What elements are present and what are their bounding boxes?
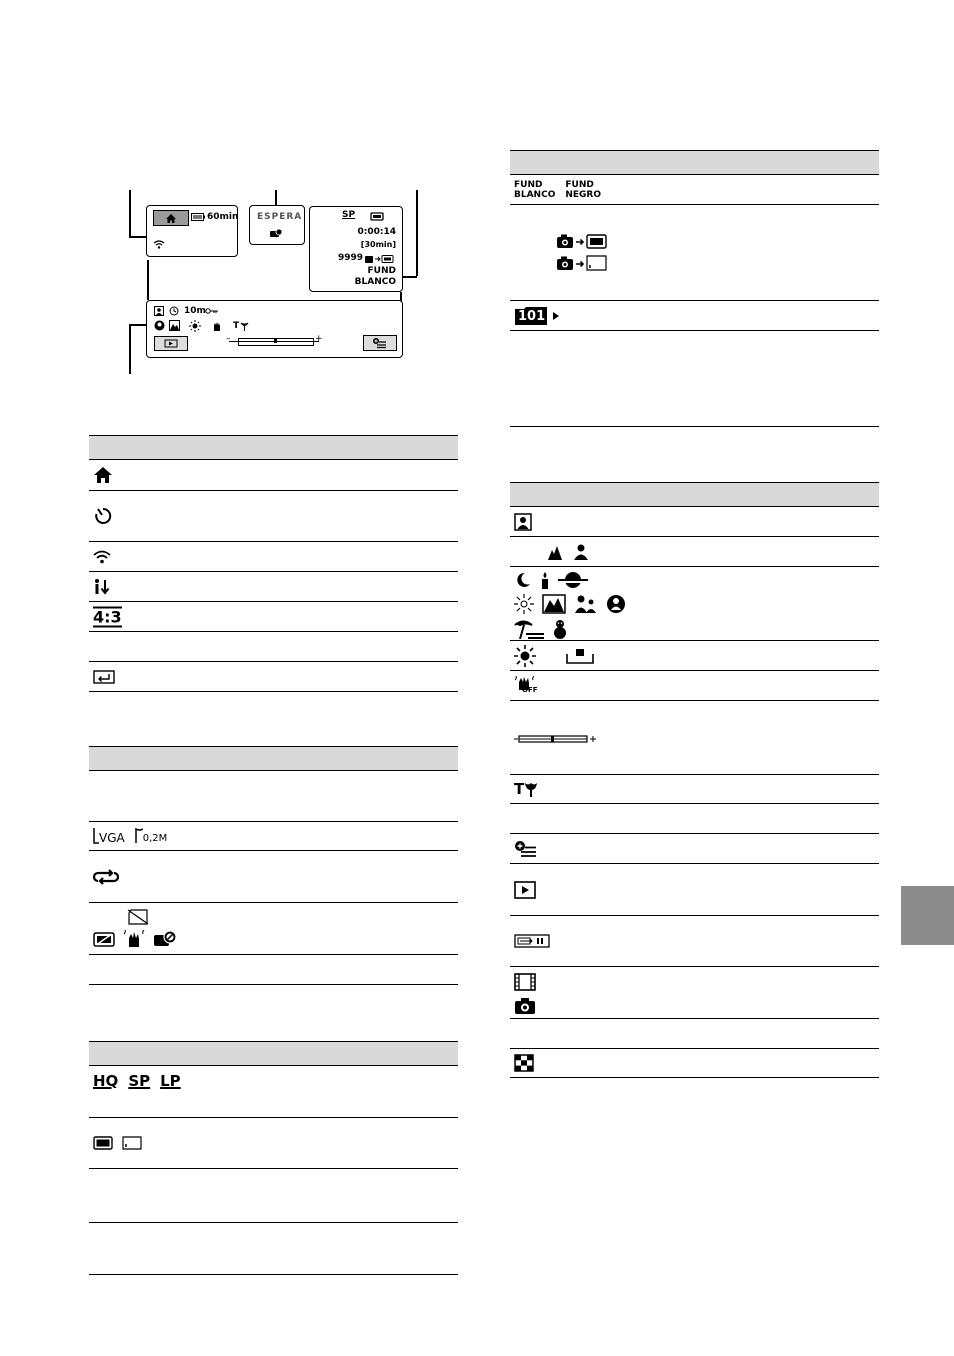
lp-icon: LP <box>160 1072 181 1090</box>
photo-count: 9999 <box>338 253 364 263</box>
table-header <box>89 1041 458 1066</box>
photo-to-card-icon <box>556 255 608 271</box>
film-icon <box>514 973 536 991</box>
table-row <box>510 671 879 701</box>
quality-text: SP <box>342 210 356 220</box>
photo-to-memory-icon <box>365 254 395 264</box>
sp-icon: SP <box>128 1072 151 1090</box>
portrait-scene-icon <box>574 544 588 560</box>
table-row <box>89 822 458 851</box>
table-row <box>510 1019 879 1049</box>
section-tab <box>901 886 954 945</box>
table-row <box>510 205 879 301</box>
table-row <box>89 771 458 822</box>
hq-icon: HQ <box>93 1072 119 1090</box>
table-row <box>510 701 879 775</box>
self-timer-value: 10m <box>184 306 206 316</box>
fund-line2: BLANCO <box>354 277 396 287</box>
table-row <box>510 804 879 834</box>
play-icon <box>514 881 536 899</box>
tele-macro-icon <box>524 781 538 797</box>
repeat-icon <box>93 869 119 885</box>
table-row <box>89 662 458 692</box>
play-button[interactable] <box>154 336 188 351</box>
table-row <box>510 507 879 537</box>
lcd-box-standby <box>249 205 305 245</box>
table-row <box>510 301 879 331</box>
table-row <box>510 1049 879 1078</box>
table-row <box>89 1169 458 1223</box>
camera-icon <box>514 997 536 1015</box>
table-row <box>89 542 458 572</box>
home-icon <box>93 466 113 484</box>
landscape-scene-icon <box>548 544 564 560</box>
battery-time: 60min <box>207 212 239 222</box>
table-row <box>89 903 458 955</box>
table-row <box>89 632 458 662</box>
fireworks-icon <box>514 594 534 614</box>
table-row <box>89 572 458 602</box>
face-icon <box>154 306 164 316</box>
hand-off-icon <box>211 320 223 332</box>
fund-negro-icon: FUND NEGRO <box>565 179 602 200</box>
self-timer-small-icon <box>169 306 181 316</box>
wireless-icon <box>93 550 111 564</box>
table-row <box>89 1066 458 1118</box>
battery-icon <box>191 213 205 221</box>
memory-card-icon <box>122 1136 142 1150</box>
right-table-1 <box>510 150 879 427</box>
mic-level-icon <box>93 578 111 596</box>
table-row <box>510 775 879 804</box>
shake-warning-icon <box>123 930 145 948</box>
spotlight-icon <box>606 594 626 614</box>
tele-macro-text: T <box>514 780 525 798</box>
group-portrait-icon <box>574 594 598 614</box>
macro-small-icon <box>240 321 249 331</box>
table-header <box>510 482 879 507</box>
table-row <box>89 460 458 491</box>
beach-icon <box>514 619 544 639</box>
slideshow-icon <box>514 934 550 948</box>
memory-icon <box>370 212 384 221</box>
steadyshot-off-icon: OFF <box>514 676 538 696</box>
folder-icon: 101 <box>514 306 548 326</box>
table-row <box>510 537 879 567</box>
option-icon <box>514 840 536 858</box>
left-table-2 <box>89 746 458 985</box>
table-row <box>510 967 879 1019</box>
table-row <box>89 602 458 632</box>
table-row <box>89 1118 458 1169</box>
sunset-icon <box>558 571 588 589</box>
table-row <box>510 175 879 205</box>
table-row <box>89 851 458 903</box>
table-header <box>89 746 458 771</box>
counter-text: 0:00:14 <box>357 227 396 237</box>
landscape-icon <box>169 320 180 331</box>
02m-size-icon: 0,2M <box>135 828 168 844</box>
snow-icon <box>552 619 568 639</box>
aspect-43-icon: 4:3 <box>93 607 122 626</box>
photo-to-memory-icon <box>556 233 608 249</box>
remaining-text: [30min] <box>360 240 396 249</box>
fund-line1: FUND <box>367 266 396 276</box>
table-row <box>510 331 879 427</box>
arrow-right-icon <box>552 311 560 321</box>
face-icon <box>514 513 532 531</box>
lcd-box-home <box>146 205 238 257</box>
left-table-3 <box>89 1041 458 1275</box>
left-table-1 <box>89 435 458 692</box>
face-detect-icon <box>154 320 165 331</box>
home-button[interactable] <box>153 210 189 226</box>
table-header <box>510 150 879 175</box>
tele-macro-small: T <box>233 321 240 331</box>
table-row <box>510 641 879 671</box>
table-row <box>89 491 458 542</box>
checker-icon <box>514 1054 534 1072</box>
backlight-icon <box>514 645 536 667</box>
right-table-2 <box>510 482 879 1078</box>
lcd-box-info <box>309 206 403 292</box>
fund-blanco-icon: FUND BLANCO <box>514 179 556 200</box>
internal-memory-icon <box>93 1136 113 1150</box>
self-timer-icon <box>93 506 113 526</box>
vga-size-icon: VGA <box>93 828 125 844</box>
lcd-box-bottom: 10m T – + <box>146 300 403 358</box>
exposure-bar-icon <box>514 735 596 743</box>
sun-icon <box>189 320 201 332</box>
camera-warning-icon <box>153 930 177 948</box>
memory-warning-icon <box>93 932 115 947</box>
candle-icon <box>540 571 550 589</box>
twilight-icon <box>514 571 532 589</box>
spot-meter-icon <box>566 648 594 664</box>
camera-mode-icon <box>269 228 282 238</box>
table-row <box>510 567 879 641</box>
option-button[interactable] <box>363 335 397 351</box>
wireless-icon <box>153 240 165 249</box>
table-row <box>89 1223 458 1275</box>
table-row <box>510 916 879 967</box>
table-header <box>89 435 458 460</box>
key-icon <box>205 308 219 314</box>
standby-text: ESPERA <box>257 212 303 222</box>
return-icon <box>93 670 115 684</box>
table-row <box>510 864 879 916</box>
landscape-box-icon <box>542 594 566 614</box>
no-card-icon <box>127 909 149 925</box>
table-row <box>89 955 458 985</box>
table-row <box>510 834 879 864</box>
